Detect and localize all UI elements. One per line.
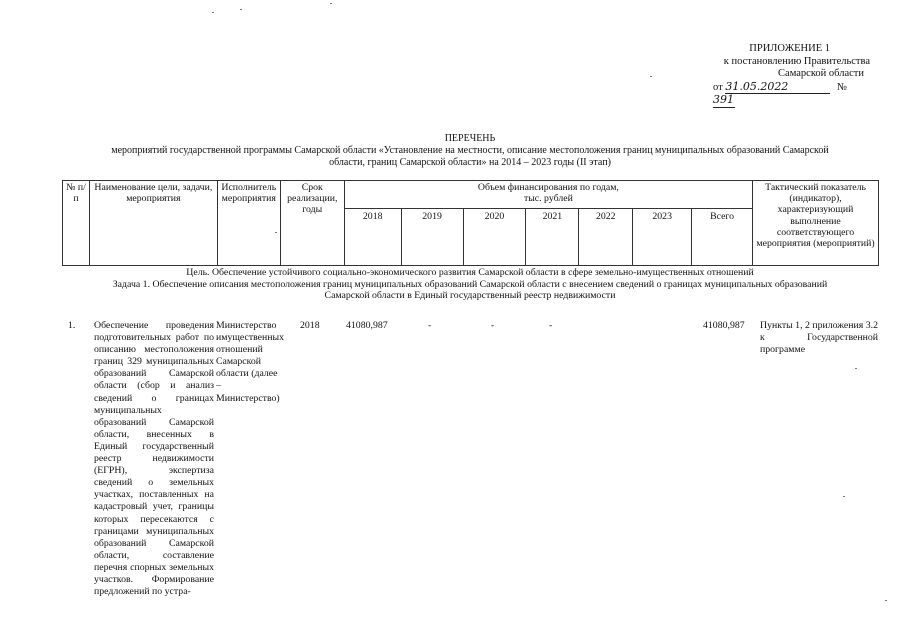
- heading-subtitle-2: области, границ Самарской области» на 2014 – 2023 годы (II этап): [329, 157, 611, 168]
- appendix-line-2: Самарской области: [778, 68, 864, 79]
- document-heading: [40, 133, 900, 169]
- scan-speck: [240, 9, 242, 10]
- row1-name: Обеспечение проведения подготовительных работ по описанию местоположения границ 329 муниципальных образований Самарской области (сбор и анализ сведений о границах муниципальных образований Самарской области, внесенных в Единый государственный реестр недвижимости (ЕГРН), экспертиза сведений о земельных участках, поставленных на кадастровый учет, границы которых пересекаются с границами муниципальных образований Самарской области, составление перечня спорных земельных участков. Формирование предложений по устра-: [94, 320, 214, 598]
- scan-speck: [330, 3, 332, 4]
- signature-number: 391: [713, 93, 734, 106]
- header-indicator: Тактический показатель (индикатор), характеризующий выполнение соответствующего мероприятия (мероприятий): [753, 181, 879, 266]
- header-year-2020: 2020: [463, 209, 526, 266]
- heading-subtitle-1: мероприятий государственной программы Самарской области «Установление на местности, описание местоположения границ муниципальных образований Самарской: [111, 145, 829, 156]
- goal-text: Цель. Обеспечение устойчивого социально-экономического развития Самарской области в сфере земельно-имущественных отношений: [186, 267, 754, 278]
- task-line-1: Задача 1. Обеспечение описания местоположения границ муниципальных образований Самарской области с внесением сведений о границах муниципальных образований: [112, 278, 828, 290]
- header-name: Наименование цели, задачи, мероприятия: [89, 181, 217, 266]
- row1-term: 2018: [300, 320, 320, 331]
- row1-num: 1.: [68, 320, 76, 331]
- row1-indicator: Пункты 1, 2 приложения 3.2 к Государственной программе: [760, 320, 878, 356]
- row1-value-2021: -: [549, 320, 553, 331]
- header-funding-line-1: Объем финансирования по годам,: [477, 182, 619, 193]
- heading-title: ПЕРЕЧЕНЬ: [444, 133, 496, 144]
- row1-executor: Министерство имущественных отношений Самарской области (далее – Министерство): [216, 320, 284, 404]
- funding-table-header: [62, 180, 879, 266]
- scan-speck: [212, 12, 214, 13]
- appendix-title: ПРИЛОЖЕНИЕ 1: [749, 43, 830, 54]
- scan-speck: [843, 496, 845, 497]
- task-line-2: Самарской области в Единый государственный реестр недвижимости: [324, 290, 616, 302]
- scan-speck: [855, 368, 857, 369]
- appendix-block: [705, 43, 870, 108]
- scan-speck: [650, 76, 652, 77]
- signature-date: 31.05.2022: [725, 81, 830, 95]
- row1-value-2019: -: [428, 320, 432, 331]
- goal-block: [40, 267, 900, 302]
- appendix-line-1: к постановлению Правительства: [723, 55, 870, 67]
- from-label: от: [713, 81, 723, 93]
- header-year-2023: 2023: [633, 209, 692, 266]
- row1-value-2018: 41080,987: [346, 320, 388, 331]
- row1-total: 41080,987: [703, 320, 745, 331]
- header-year-2018: 2018: [344, 209, 401, 266]
- header-year-2019: 2019: [401, 209, 463, 266]
- header-funding-line-2: тыс. рублей: [523, 193, 573, 205]
- appendix-date-line: [713, 81, 870, 108]
- header-year-2021: 2021: [526, 209, 579, 266]
- header-total: Всего: [692, 209, 753, 266]
- header-executor: Исполнитель мероприятия: [217, 181, 280, 266]
- scan-speck: [275, 232, 277, 233]
- scan-speck: [885, 600, 887, 601]
- row1-value-2020: -: [491, 320, 495, 331]
- header-funding: [344, 181, 752, 209]
- header-year-2022: 2022: [579, 209, 633, 266]
- header-term: Срок реализации, годы: [280, 181, 344, 266]
- header-num: № п/п: [63, 181, 90, 266]
- number-label: №: [836, 81, 847, 93]
